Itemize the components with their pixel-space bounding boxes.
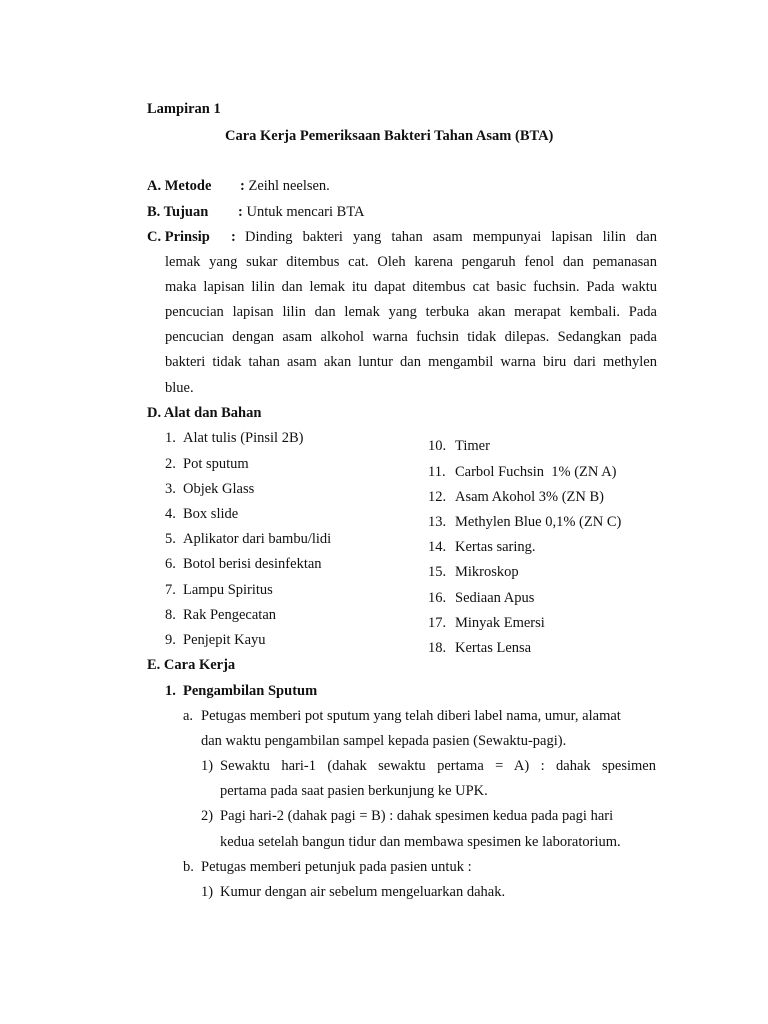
section-c-line-6: bakteri tidak tahan asam akan luntur dan mengambil warna biru dari methylen xyxy=(165,354,657,370)
list-item: 6. Botol berisi desinfektan xyxy=(165,556,322,572)
section-c-line-5: pencucian dengan asam alkohol warna fuchsin tidak dilepas. Sedangkan pada xyxy=(165,329,657,345)
section-b-tujuan xyxy=(147,200,365,225)
step-b-marker: b. xyxy=(183,859,194,875)
section-e-sub1-heading xyxy=(165,679,317,704)
list-item: 8. Rak Pengecatan xyxy=(165,607,277,623)
section-e-sub1-number: 1. xyxy=(165,683,176,699)
step-a1-line-1: Sewaktu hari-1 (dahak sewaktu pertama = A) : dahak spesimen xyxy=(220,758,656,774)
section-b-colon: : xyxy=(238,204,243,220)
section-c-line-3: maka lapisan lilin dan lemak itu dapat ditembus cat basic fuchsin. Pada waktu xyxy=(165,279,657,295)
appendix-title: Lampiran 1 xyxy=(147,101,221,117)
section-c-line-7: blue. xyxy=(165,380,194,396)
step-b1-marker: 1) xyxy=(201,884,214,900)
list-item: 17. Minyak Emersi xyxy=(428,615,545,631)
section-c-label-row xyxy=(147,225,236,250)
section-d-label: D. Alat dan Bahan xyxy=(147,405,262,421)
section-c-line-4: pencucian lapisan lilin dan lemak yang terbuka akan merapat kembali. Pada xyxy=(165,304,657,320)
list-item: 1. Alat tulis (Pinsil 2B) xyxy=(165,430,304,446)
list-item: 3. Objek Glass xyxy=(165,481,255,497)
section-c-line-2: lemak yang sukar ditembus cat. Oleh karena pengaruh fenol dan pemanasan xyxy=(165,254,657,270)
step-b1-line-1: Kumur dengan air sebelum mengeluarkan dahak. xyxy=(220,884,506,900)
list-item: 12. Asam Akohol 3% (ZN B) xyxy=(428,489,605,505)
step-a-marker: a. xyxy=(183,708,194,724)
section-a-label: A. Metode xyxy=(147,178,212,194)
list-item: 18. Kertas Lensa xyxy=(428,640,532,656)
list-item: 5. Aplikator dari bambu/lidi xyxy=(165,531,332,547)
list-item: 9. Penjepit Kayu xyxy=(165,632,266,648)
main-title: Cara Kerja Pemeriksaan Bakteri Tahan Asam (BTA) xyxy=(225,128,554,144)
list-item: 14. Kertas saring. xyxy=(428,539,536,555)
section-a-colon: : xyxy=(240,178,245,194)
section-c-line-1: Dinding bakteri yang tahan asam mempunyai lapisan lilin dan xyxy=(245,229,657,245)
section-a-metode xyxy=(147,174,330,199)
section-c-colon: : xyxy=(231,229,236,245)
section-c-label: C. Prinsip xyxy=(147,229,210,245)
list-item: 16. Sediaan Apus xyxy=(428,590,535,606)
step-a1-line-2: pertama pada saat pasien berkunjung ke UPK. xyxy=(220,783,488,799)
list-item: 10. Timer xyxy=(428,438,490,454)
section-e-sub1-title: Pengambilan Sputum xyxy=(183,683,318,699)
section-b-label: B. Tujuan xyxy=(147,204,209,220)
section-e-label: E. Cara Kerja xyxy=(147,657,236,673)
list-item: 2. Pot sputum xyxy=(165,456,249,472)
list-item: 7. Lampu Spiritus xyxy=(165,582,273,598)
step-a2-line-2: kedua setelah bangun tidur dan membawa spesimen ke laboratorium. xyxy=(220,834,621,850)
step-a-line-1: Petugas memberi pot sputum yang telah diberi label nama, umur, alamat xyxy=(201,708,621,724)
list-item: 4. Box slide xyxy=(165,506,239,522)
list-item: 13. Methylen Blue 0,1% (ZN C) xyxy=(428,514,622,530)
list-item: 15. Mikroskop xyxy=(428,564,519,580)
step-a-line-2: dan waktu pengambilan sampel kepada pasien (Sewaktu-pagi). xyxy=(201,733,567,749)
list-item: 11. Carbol Fuchsin 1% (ZN A) xyxy=(428,464,617,480)
step-a1-marker: 1) xyxy=(201,758,214,774)
step-b-line-1: Petugas memberi petunjuk pada pasien untuk : xyxy=(201,859,472,875)
step-a2-line-1: Pagi hari-2 (dahak pagi = B) : dahak spesimen kedua pada pagi hari xyxy=(220,808,614,824)
step-a2-marker: 2) xyxy=(201,808,214,824)
section-a-value: Zeihl neelsen. xyxy=(248,178,330,194)
section-b-value: Untuk mencari BTA xyxy=(246,204,365,220)
